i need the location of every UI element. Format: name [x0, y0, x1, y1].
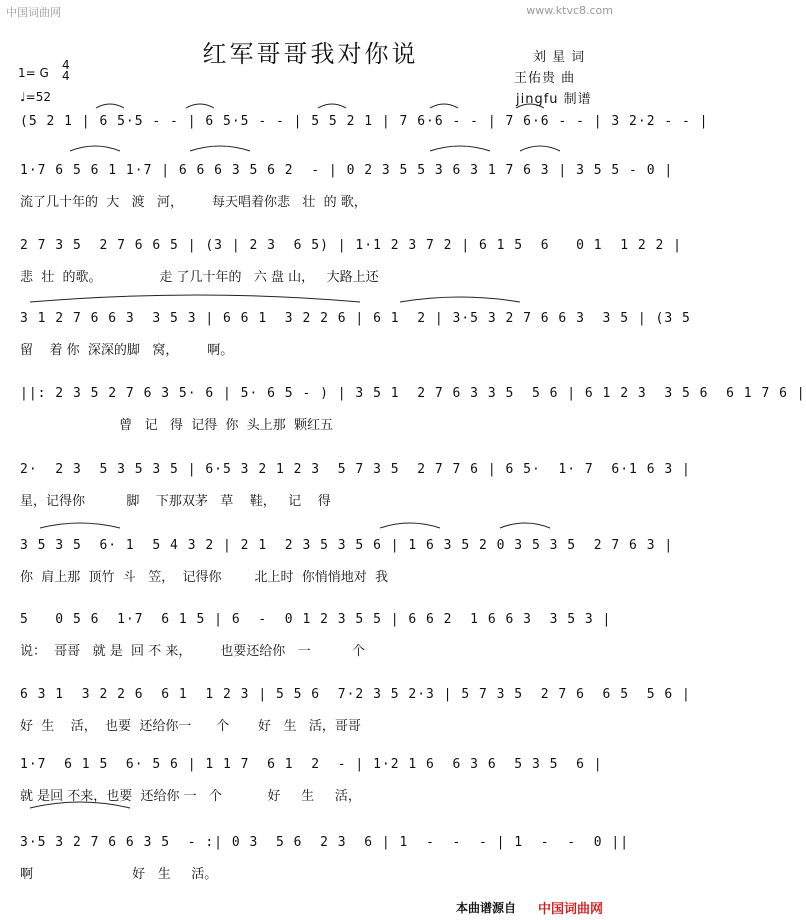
lyric-line: 好 生 活， 也要 还给你一 个 好 生 活，哥哥 [20, 719, 361, 734]
lyric-line: 说： 哥哥 就 是 回 不 来， 也要还给你 一 个 [20, 644, 365, 659]
slur [70, 146, 120, 151]
lyric-line: 就 是回 不来，也要 还给你 一 个 好 生 活， [20, 789, 361, 804]
slur [430, 104, 458, 108]
time-signature-top: 4 [62, 58, 70, 72]
notation-line: 6 3 1 3 2 2 6 6 1 1 2 3 | 5 5 6 7·2 3 5 2·3 | 5 7 3 5 2 7 6 6 5 5 6 | [20, 687, 691, 702]
watermark-left: 中国词曲网 [6, 6, 61, 19]
notation-line: 2 7 3 5 2 7 6 6 5 | (3 | 2 3 6 5) | 1·1 2 3 7 2 | 6 1 5 6 0 1 1 2 2 | [20, 238, 682, 253]
notation-line: 2· 2 3 5 3 5 3 5 | 6·5 3 2 1 2 3 5 7 3 5 2 7 7 6 | 6 5· 1· 7 6·1 6 3 | [20, 462, 691, 477]
notation-line: 3·5 3 2 7 6 6 3 5 - :| 0 3 5 6 2 3 6 | 1 - - - | 1 - - 0 || [20, 835, 630, 850]
lyric-line: 曾 记 得 记得 你 头上那 颗红五 [20, 418, 334, 433]
lyric-line: 你 肩上那 顶竹 斗 笠， 记得你 北上时 你悄悄地对 我 [20, 570, 389, 585]
slur [190, 146, 250, 151]
lyric-line: 留 着 你 深深的脚 窝， 啊。 [20, 343, 234, 358]
slur [96, 104, 124, 108]
notation-line: 3 1 2 7 6 6 3 3 5 3 | 6 6 1 3 2 2 6 | 6 1 2 | 3·5 3 2 7 6 6 3 3 5 | (3 5 [20, 311, 691, 326]
time-signature [62, 60, 70, 82]
notation-line: ||: 2 3 5 2 7 6 3 5· 6 | 5· 6 5 - ) | 3 5 1 2 7 6 3 3 5 5 6 | 6 1 2 3 3 5 6 6 1 7 6 | [20, 386, 806, 401]
slur [186, 104, 214, 108]
lyric-line: 悲 壮 的歌。 走 了几十年的 六 盘 山， 大路上还 [20, 270, 379, 285]
notation-line: 3 5 3 5 6· 1 5 4 3 2 | 2 1 2 3 5 3 5 6 | 1 6 3 5 2 0 3 5 3 5 2 7 6 3 | [20, 538, 674, 553]
footer-source: 本曲谱源自 [456, 901, 517, 915]
page-title: 红军哥哥我对你说 [202, 40, 419, 68]
slur [318, 104, 346, 108]
slur [380, 523, 440, 528]
lyricist-credit: 刘 星 词 [533, 50, 586, 65]
footer-site: 中国词曲网 [538, 902, 604, 917]
notation-line: (5 2 1 | 6 5·5 - - | 6 5·5 - - | 5 5 2 1 | 7 6·6 - - | 7 6·6 - - | 3 2·2 - - | [20, 114, 709, 129]
tempo-mark: ♩=52 [20, 90, 51, 104]
lyric-line: 星，记得你 脚 下那双茅 草 鞋， 记 得 [20, 494, 331, 509]
lyric-line: 啊 好 生 活。 [20, 867, 218, 882]
notation-line: 5 0 5 6 1·7 6 1 5 | 6 - 0 1 2 3 5 5 | 6 6 2 1 6 6 3 3 5 3 | [20, 612, 612, 627]
slur [400, 297, 520, 302]
lyric-line: 流了几十年的 大 渡 河， 每天唱着你悲 壮 的 歌， [20, 195, 367, 210]
composer-credit: 王佑贵 曲 [514, 71, 576, 86]
slur [430, 146, 490, 151]
notation-line: 1·7 6 5 6 1 1·7 | 6 6 6 3 5 6 2 - | 0 2 3 5 5 3 6 3 1 7 6 3 | 3 5 5 - 0 | [20, 163, 674, 178]
slur [520, 146, 560, 151]
time-signature-bottom: 4 [62, 69, 70, 83]
engraver-credit: jingfu 制谱 [516, 92, 592, 107]
slur [30, 295, 360, 302]
key-signature: 1= G [18, 66, 49, 80]
slur [40, 523, 120, 528]
watermark-right: www.ktvc8.com [526, 4, 613, 17]
notation-line: 1·7 6 1 5 6· 5 6 | 1 1 7 6 1 2 - | 1·2 1 6 6 3 6 5 3 5 6 | [20, 757, 603, 772]
slur [500, 523, 550, 528]
